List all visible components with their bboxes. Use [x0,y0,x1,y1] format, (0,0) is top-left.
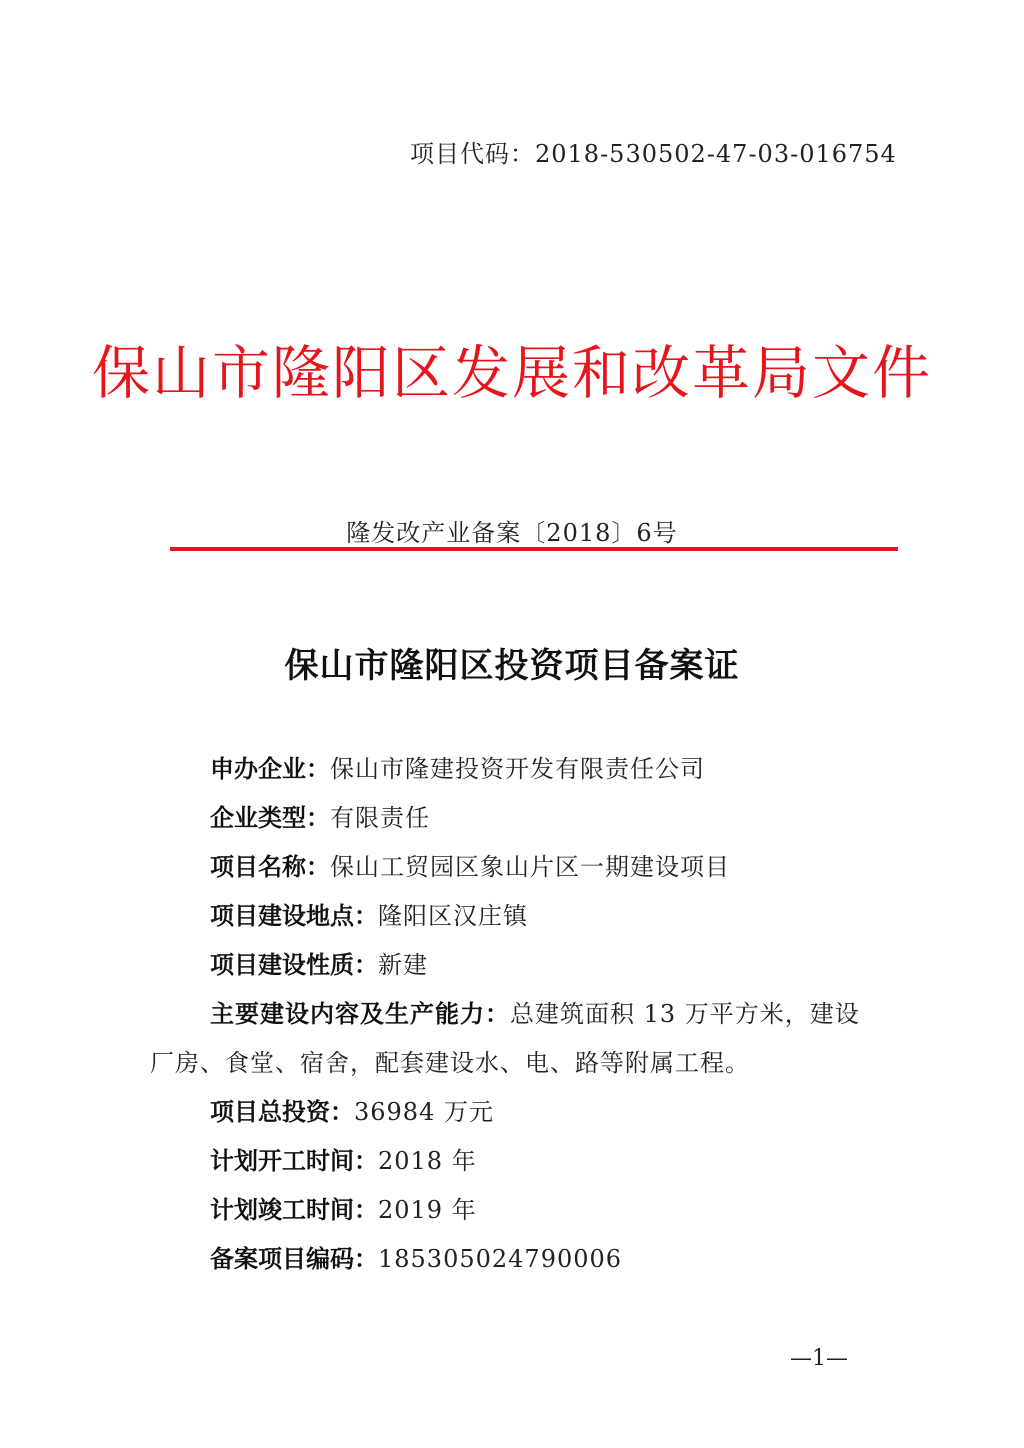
field-label: 备案项目编码： [210,1245,378,1273]
field-label: 企业类型： [210,804,330,832]
field-registration-code [150,1235,870,1284]
document-number: 隆发改产业备案〔2018〕6号 [346,519,678,547]
field-value: 保山工贸园区象山片区一期建设项目 [330,853,730,881]
field-value: 保山市隆建投资开发有限责任公司 [330,755,705,783]
field-value: 2018 年 [378,1147,477,1175]
field-value: 36984 万元 [354,1098,494,1126]
field-label: 项目建设性质： [210,951,378,979]
field-label: 项目名称： [210,853,330,881]
document-header-title: 保山市隆阳区发展和改革局文件 [91,339,932,407]
field-value: 185305024790006 [378,1245,623,1273]
red-divider-line [170,547,898,551]
field-total-investment [150,1088,870,1137]
field-project-name [150,843,870,892]
field-project-location [150,892,870,941]
field-label: 计划竣工时间： [210,1196,378,1224]
field-value: 有限责任 [330,804,430,832]
certificate-title: 保山市隆阳区投资项目备案证 [284,646,740,686]
field-planned-completion [150,1186,870,1235]
field-value: 新建 [378,951,428,979]
field-label: 申办企业： [210,755,330,783]
field-label: 项目建设地点： [210,902,378,930]
field-planned-start [150,1137,870,1186]
field-applicant [150,745,870,794]
field-enterprise-type [150,794,870,843]
project-code: 项目代码：2018-530502-47-03-016754 [410,140,897,168]
field-label: 主要建设内容及生产能力： [210,1000,510,1028]
field-construction-nature [150,941,870,990]
page-number: —1— [790,1346,848,1371]
field-value: 总建筑面积 13 万平方米，建设厂房、食堂、宿舍，配套建设水、电、路等附属工程。 [150,1000,860,1077]
field-label: 计划开工时间： [210,1147,378,1175]
field-construction-content [150,990,870,1088]
field-value: 2019 年 [378,1196,477,1224]
field-value: 隆阳区汉庄镇 [378,902,528,930]
field-list [150,745,870,1284]
field-label: 项目总投资： [210,1098,354,1126]
